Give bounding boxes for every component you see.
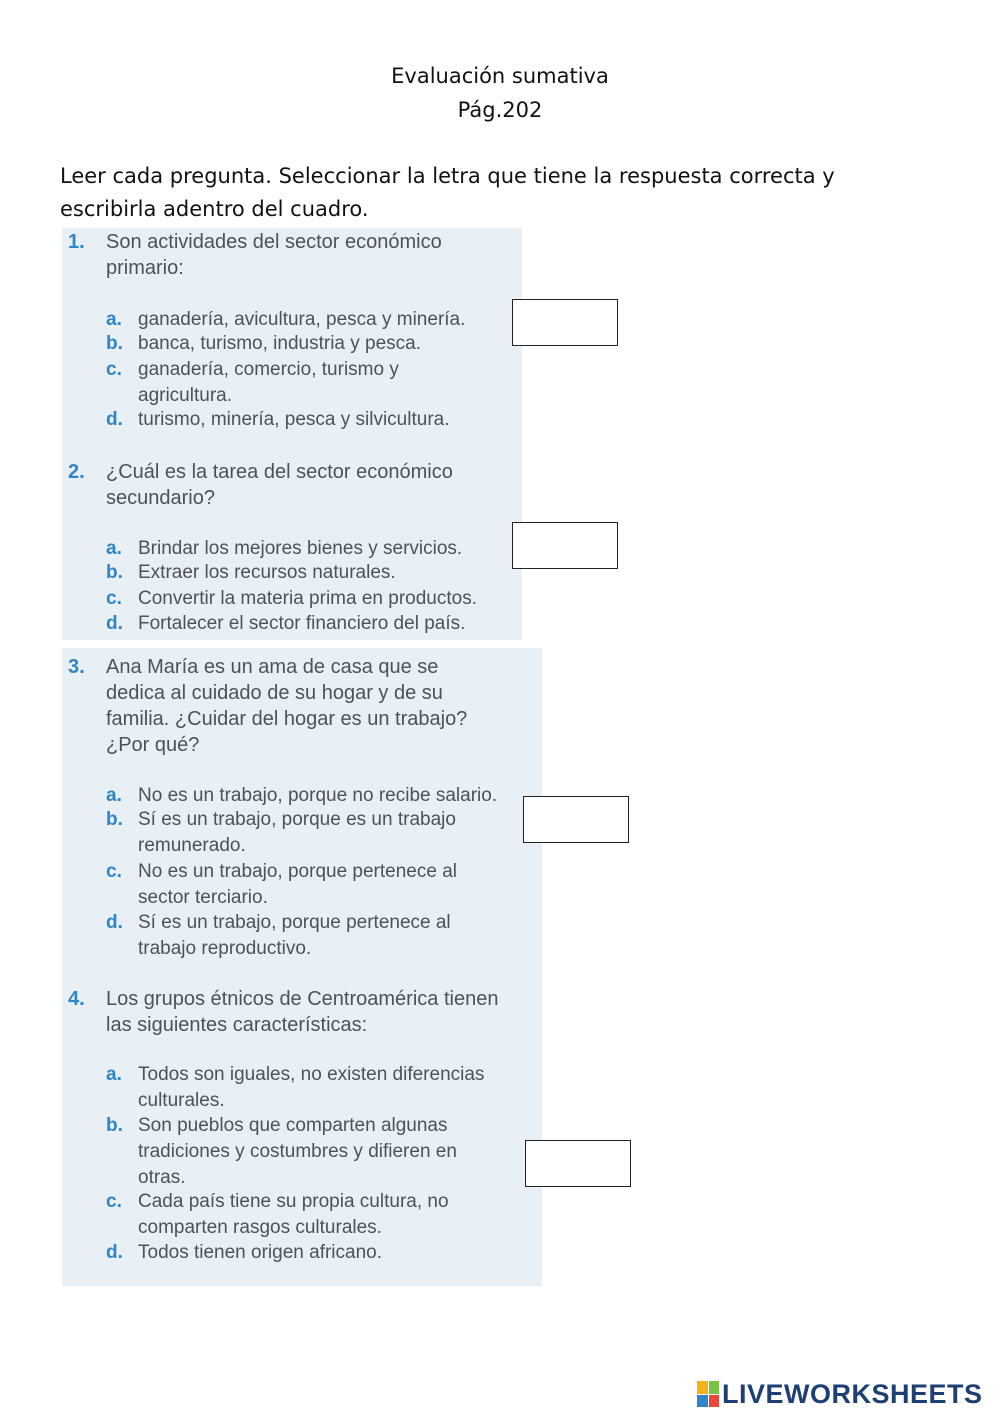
option-2d [106,611,516,637]
answer-box-3[interactable] [523,796,629,843]
question-3 [68,654,520,758]
option-text: otras. [138,1167,186,1188]
question-text-line: familia. ¿Cuidar del hogar es un trabajo? [106,708,468,730]
document-title: Evaluación sumativa [391,64,609,88]
question-4 [68,986,520,1038]
option-4a [106,1062,516,1114]
option-letter: a. [106,309,122,330]
option-text: Sí es un trabajo, porque pertenece al [138,912,451,933]
option-text: Brindar los mejores bienes y servicios. [138,538,463,559]
instructions-line-2: escribirla adentro del cuadro. [60,197,369,221]
question-2 [68,459,520,511]
option-letter: a. [106,785,122,806]
question-text-line: ¿Cuál es la tarea del sector económico [106,461,453,483]
option-text: turismo, minería, pesca y silvicultura. [138,409,450,430]
option-letter: c. [106,1191,122,1212]
option-1b [106,331,516,357]
question-text-line: secundario? [106,487,215,509]
question-text-line: Son actividades del sector económico [106,231,442,253]
option-text: ganadería, avicultura, pesca y minería. [138,309,466,330]
option-text: sector terciario. [138,887,268,908]
option-4b [106,1113,516,1191]
question-text-line: primario: [106,257,184,279]
page-reference: Pág.202 [457,98,543,122]
option-letter: b. [106,1115,123,1136]
option-text: ganadería, comercio, turismo y [138,359,399,380]
question-text-line: dedica al cuidado de su hogar y de su [106,682,443,704]
option-letter: d. [106,1242,123,1263]
question-text-line: Los grupos étnicos de Centroamérica tienen [106,988,499,1010]
option-3c [106,859,516,911]
option-text: Extraer los recursos naturales. [138,562,396,583]
question-text-line: ¿Por qué? [106,734,200,756]
option-1c [106,357,516,409]
option-1a [106,307,516,333]
option-text: comparten rasgos culturales. [138,1217,382,1238]
question-number: 1. [68,231,85,253]
option-2c [106,586,516,612]
option-letter: b. [106,809,123,830]
option-text: Convertir la materia prima en productos. [138,588,477,609]
option-letter: c. [106,359,122,380]
option-letter: c. [106,861,122,882]
option-text: Todos son iguales, no existen diferencias [138,1064,485,1085]
option-letter: a. [106,538,122,559]
option-4c [106,1189,516,1241]
option-2b [106,560,516,586]
option-text: Fortalecer el sector financiero del país. [138,613,466,634]
option-letter: a. [106,1064,122,1085]
option-3b [106,807,516,859]
option-letter: b. [106,562,123,583]
logo-mark-icon [697,1381,719,1407]
option-text: Cada país tiene su propia cultura, no [138,1191,449,1212]
question-1 [68,229,520,281]
option-text: No es un trabajo, porque no recibe salario. [138,785,498,806]
instructions-line-1: Leer cada pregunta. Seleccionar la letra que tiene la respuesta correcta y [60,164,835,188]
option-text: trabajo reproductivo. [138,938,312,959]
option-3a [106,783,516,809]
answer-box-2[interactable] [512,522,618,569]
question-text-line: las siguientes características: [106,1014,368,1036]
question-number: 2. [68,461,85,483]
option-text: Son pueblos que comparten algunas [138,1115,448,1136]
option-letter: d. [106,912,123,933]
liveworksheets-logo [697,1378,983,1410]
option-text: tradiciones y costumbres y difieren en [138,1141,457,1162]
option-text: Todos tienen origen africano. [138,1242,382,1263]
option-text: culturales. [138,1090,225,1111]
option-letter: c. [106,588,122,609]
option-text: Sí es un trabajo, porque es un trabajo [138,809,456,830]
option-text: agricultura. [138,385,232,406]
option-letter: d. [106,409,123,430]
question-number: 4. [68,988,85,1010]
option-1d [106,407,516,433]
answer-box-1[interactable] [512,299,618,346]
option-text: No es un trabajo, porque pertenece al [138,861,457,882]
option-2a [106,536,516,562]
option-letter: d. [106,613,123,634]
option-4d [106,1240,516,1266]
option-3d [106,910,516,962]
option-letter: b. [106,333,123,354]
question-text-line: Ana María es un ama de casa que se [106,656,439,678]
answer-box-4[interactable] [525,1140,631,1187]
option-text: banca, turismo, industria y pesca. [138,333,422,354]
logo-wordmark: LIVEWORKSHEETS [722,1378,983,1409]
option-text: remunerado. [138,835,246,856]
question-number: 3. [68,656,85,678]
